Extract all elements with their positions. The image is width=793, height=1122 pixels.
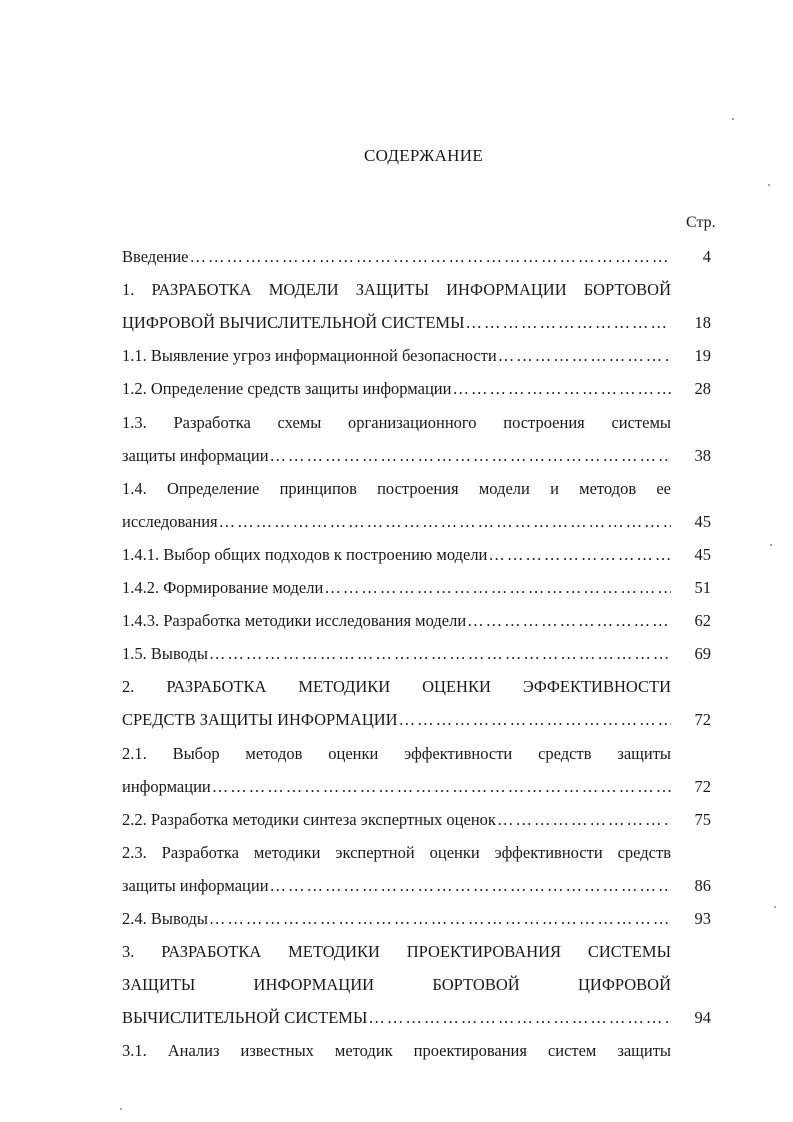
page-title: СОДЕРЖАНИЕ — [363, 146, 484, 165]
toc-entry-text: 1.1. Выявление угроз информационной безопасности — [122, 346, 497, 366]
dot-leader — [498, 346, 671, 366]
scan-speck — [774, 906, 776, 908]
page-column-header: Стр. — [686, 214, 716, 231]
toc-page-number: 69 — [694, 644, 711, 664]
toc-page-number: 19 — [694, 346, 711, 366]
toc-page-number: 62 — [694, 611, 711, 631]
toc-entry-line — [122, 479, 671, 499]
dot-leader — [219, 512, 671, 532]
toc-entry-text: ВЫЧИСЛИТЕЛЬНОЙ СИСТЕМЫ — [122, 1008, 368, 1028]
dot-leader — [209, 909, 671, 929]
toc-entry-text: 1.4.2. Формирование модели — [122, 578, 324, 597]
scan-speck — [770, 544, 772, 546]
toc-entry-line — [122, 346, 671, 366]
toc-page-number: 18 — [694, 313, 711, 333]
toc-entry-line — [122, 710, 671, 730]
dot-leader — [324, 578, 671, 598]
toc-entry-text: 1. РАЗРАБОТКА МОДЕЛИ ЗАЩИТЫ ИНФОРМАЦИИ БОРТОВОЙ — [122, 280, 671, 300]
toc-entry-text: ЦИФРОВОЙ ВЫЧИСЛИТЕЛЬНОЙ СИСТЕМЫ — [122, 313, 465, 333]
dot-leader — [190, 247, 671, 267]
toc-entry-text: Введение — [122, 247, 189, 266]
toc-entry-line — [122, 578, 671, 598]
toc-entry-text: 2.1. Выбор методов оценки эффективности средств защиты — [122, 743, 671, 763]
dot-leader — [465, 313, 671, 333]
toc-entry-line — [122, 942, 671, 962]
toc-page-number: 4 — [702, 247, 711, 266]
toc-entry-line — [122, 975, 671, 995]
toc-page-number: 86 — [694, 875, 711, 895]
toc-entry-text: 3.1. Анализ известных методик проектирования систем защиты — [122, 1041, 671, 1061]
toc-entry-line — [122, 909, 671, 929]
toc-entry-text: 1.2. Определение средств защиты информации — [122, 379, 452, 399]
toc-page-number: 38 — [694, 445, 711, 465]
dot-leader — [399, 710, 671, 730]
toc-entry-text: 2.2. Разработка методики синтеза экспертных оценок — [122, 809, 496, 829]
toc-entry-text: 2.3. Разработка методики экспертной оценки эффективности средств — [122, 842, 671, 862]
toc-page-number: 72 — [694, 710, 711, 730]
toc-entry-text: ЗАЩИТЫ ИНФОРМАЦИИ БОРТОВОЙ ЦИФРОВОЙ — [122, 975, 671, 995]
toc-entry-text: 1.4. Определение принципов построения модели и методов ее — [122, 478, 671, 498]
toc-entry-line — [122, 313, 671, 333]
toc-entry-text: 1.4.3. Разработка методики исследования модели — [122, 611, 467, 631]
toc-page-number: 51 — [694, 578, 711, 597]
toc-entry-text: информации — [122, 776, 211, 796]
toc-page-number: 75 — [694, 809, 711, 829]
toc-entry-line — [122, 1041, 671, 1061]
toc-entry-text: исследования — [122, 511, 218, 531]
toc-entry-line — [122, 744, 671, 764]
toc-page-number: 45 — [694, 544, 711, 564]
toc-entry-text: защиты информации — [122, 445, 269, 465]
toc-entry-text: защиты информации — [122, 875, 269, 895]
dot-leader — [212, 777, 671, 797]
toc-entry-line — [122, 677, 671, 697]
toc-entry-text: 2. РАЗРАБОТКА МЕТОДИКИ ОЦЕНКИ ЭФФЕКТИВНОСТИ — [122, 677, 671, 697]
dot-leader — [270, 876, 671, 896]
scan-speck — [732, 118, 734, 120]
scan-speck — [120, 1108, 122, 1110]
toc-entry-text: 3. РАЗРАБОТКА МЕТОДИКИ ПРОЕКТИРОВАНИЯ СИСТЕМЫ — [122, 942, 671, 962]
dot-leader — [467, 611, 671, 631]
toc-page-number: 72 — [694, 776, 711, 796]
dot-leader — [452, 379, 671, 399]
toc-entry-line — [122, 247, 671, 267]
toc-page-number: 93 — [694, 909, 711, 928]
dot-leader — [488, 545, 671, 565]
toc-entry-line — [122, 413, 671, 433]
toc-entry-line — [122, 379, 671, 399]
toc-entry-line — [122, 280, 671, 300]
toc-entry-line — [122, 512, 671, 532]
dot-leader — [368, 1008, 671, 1028]
dot-leader — [497, 810, 671, 830]
toc-entry-line — [122, 843, 671, 863]
toc-entry-text: СРЕДСТВ ЗАЩИТЫ ИНФОРМАЦИИ — [122, 710, 398, 730]
toc-entry-text: 1.5. Выводы — [122, 644, 208, 664]
toc-page-number: 94 — [694, 1008, 711, 1028]
toc-page-number: 45 — [694, 511, 711, 531]
toc-entry-line — [122, 876, 671, 896]
toc-entry-line — [122, 611, 671, 631]
toc-entry-line — [122, 777, 671, 797]
toc-entry-line — [122, 545, 671, 565]
toc-entry-text: 1.3. Разработка схемы организационного построения системы — [122, 412, 671, 432]
dot-leader — [270, 446, 671, 466]
dot-leader — [209, 644, 671, 664]
toc-page-number: 28 — [694, 379, 711, 399]
toc-entry-line — [122, 446, 671, 466]
toc-entry-line — [122, 810, 671, 830]
toc-entry-text: 1.4.1. Выбор общих подходов к построению модели — [122, 544, 488, 564]
toc-entry-line — [122, 1008, 671, 1028]
scan-speck — [768, 184, 770, 186]
toc-entry-line — [122, 644, 671, 664]
toc-entry-text: 2.4. Выводы — [122, 909, 208, 928]
